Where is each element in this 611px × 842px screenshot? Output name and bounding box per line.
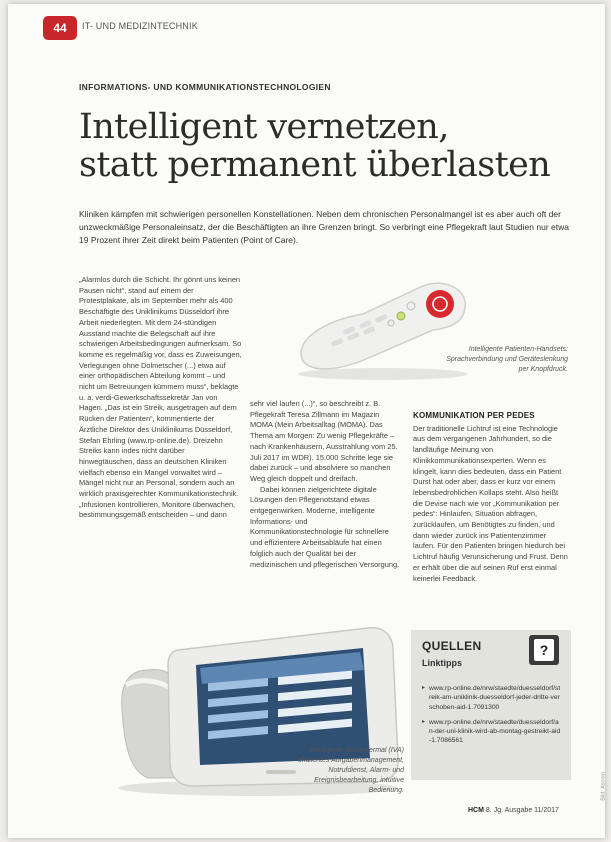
article-headline bbox=[79, 108, 579, 184]
section-label: IT- UND MEDIZINTECHNIK bbox=[82, 21, 198, 31]
source-link[interactable]: ▸ www.rp-online.de/nrw/staedte/duesseldorf/an-der-uni-klinik-wird-ab-montag-gestreikt-aid-1.7086561 bbox=[422, 718, 562, 746]
article-column-3 bbox=[413, 411, 568, 584]
article-column-2 bbox=[250, 399, 400, 570]
column-1-text: „Alarmlos durch die Schicht. Ihr gönnt uns keinen Pausen nicht“, stand auf einem der Protestplakate, als im September mehr als 400 Beschäftigte des Uniklinikums Düsseldorf ihre Arbeit niederlegten. Mit dem 24-stündigen Ausstand machte die Belegschaft auf ihre schwierigen Arbeitsbedingungen aufmerksam. So komme es regelmäßig vor, dass es Zuweisungen, Verlegungen ohne Dolmetscher (...) etwa auf einer orthopädischen Abteilung kommt – und nicht um Betreuungen kümmern muss“, beklagte u. a. verdi-Gewerkschaftssekretär Jan von Hagen. „Das ist ein Streik, ausgetragen auf dem Rücken der Patienten“, kommentierte der Ärztliche Direktor des Uniklinikums Düsseldorf, Stefan Ehrling (www.rp-online.de). Dreizehn Streiks kann indes nicht darüber hinwegtäuschen, dass an deutschen Kliniken vielfach ebenso ein Mangel vorwaltet wird – Mängel nicht nur an Personal, sondern auch an wirklich praxisgerechter Kommunikationstechnik. „Infusionen kontrollieren, Monitore überwachen, bestimmungsgemäß entscheiden – und dann bbox=[79, 275, 242, 520]
headline-line-1: Intelligent vernetzen, bbox=[79, 107, 449, 147]
bedside-caption: Intelligente Bedientermal (IVA) effizientes Aufgabenmanagement, Notrufdienst, Alarm- und Ereignisbearbeitung, intuitive Bedienung. bbox=[298, 747, 404, 794]
column-3-text: Der traditionelle Lichtruf ist eine Technologie aus dem vergangenen Jahrhundert, so die landläufige Meinung von Klinikkommunikationsexperten. Wenn es klingelt, kann dies bedeuten, dass ein Patient Durst hat oder aber, dass er kurz vor einem lebensbedrohlichen Kollaps steht. Also heißt die Devise nach wie vor „Kommunikation per pedes“: Hinlaufen, Situation abfragen, zurücklaufen, um Benötigtes zu finden, und dann wieder zurück ins Patientenzimmer laufen. Für den Patienten bringen hiedurch bei Lichtruf häufig Verunsicherung und Frust. Denn er erhält über die auf seinen Ruf erst einmal keinerlei Feedback. bbox=[413, 423, 568, 583]
column-2-paragraph-2: Dabei können zielgerichtete digitale Lösungen den Pflegenotstand etwas entgegenwirken. Moderne, intelligente Informations- und Kommunikationstechnologie für schnellere und effizientere Arbeitsabläufe hat einen folglich auch der Qualität bei der medizinischen und pflegerischen Versorgung. bbox=[250, 484, 400, 569]
article-kicker: INFORMATIONS- UND KOMMUNIKATIONSTECHNOLOGIEN bbox=[79, 82, 331, 92]
article-column-1 bbox=[79, 275, 242, 521]
sources-subtitle: Linktipps bbox=[422, 658, 462, 668]
article-lead: Kliniken kämpfen mit schwierigen personellen Konstellationen. Neben dem chronischen Personalmangel ist es aber auch oft der unzweckmäßige Personaleinsatz, der die Beschäftigten an ihre Grenzen bringt. So verbringt eine Pflegekraft laut Studien nur etwa 19 Prozent ihrer Zeit direkt beim Patienten (Point of Care). bbox=[79, 209, 569, 245]
page-footer bbox=[468, 807, 559, 814]
headline-line-2: statt permanent überlasten bbox=[79, 145, 551, 185]
sources-link-list bbox=[422, 684, 562, 752]
sources-box bbox=[411, 630, 571, 780]
page-number: 44 bbox=[53, 21, 67, 35]
footer-magazine: HCM bbox=[468, 807, 484, 814]
magazine-page bbox=[8, 4, 605, 838]
photo-credit: Bild: Ascom bbox=[601, 772, 607, 801]
question-book-icon: ? bbox=[529, 635, 559, 665]
column-3-heading: KOMMUNIKATION PER PEDES bbox=[413, 411, 535, 420]
column-2-paragraph-1: sehr viel laufen (...)“, so beschreibt z. B. Pflegekraft Teresa Zillmann im Magazin MOMA (Mein Arbeitsalltag (MOMA). Das Thema am Morgen: Zu wenig Pflegekräfte – nach Krankenhäusern, Ausstrahlung vom 25. Juli 2017 im WDR). 15.000 Schritte lege sie dabei zurück – und absolviere so manchen Weg gleich doppelt und dreifach. bbox=[250, 399, 398, 483]
source-link[interactable]: ▸ www.rp-online.de/nrw/staedte/duesseldorf/streik-am-uniklinik-duesseldorf-jeder-dritte-verschoben-aid-1.7091300 bbox=[422, 684, 562, 712]
handset-caption: Intelligente Patienten-Handsets: Sprachverbindung und Geräteslenkung per Knopfdruck. bbox=[446, 346, 568, 373]
sources-title: QUELLEN bbox=[422, 639, 482, 653]
page-number-badge bbox=[43, 16, 77, 40]
footer-issue: 8. Jg. Ausgabe 11/2017 bbox=[485, 807, 559, 814]
